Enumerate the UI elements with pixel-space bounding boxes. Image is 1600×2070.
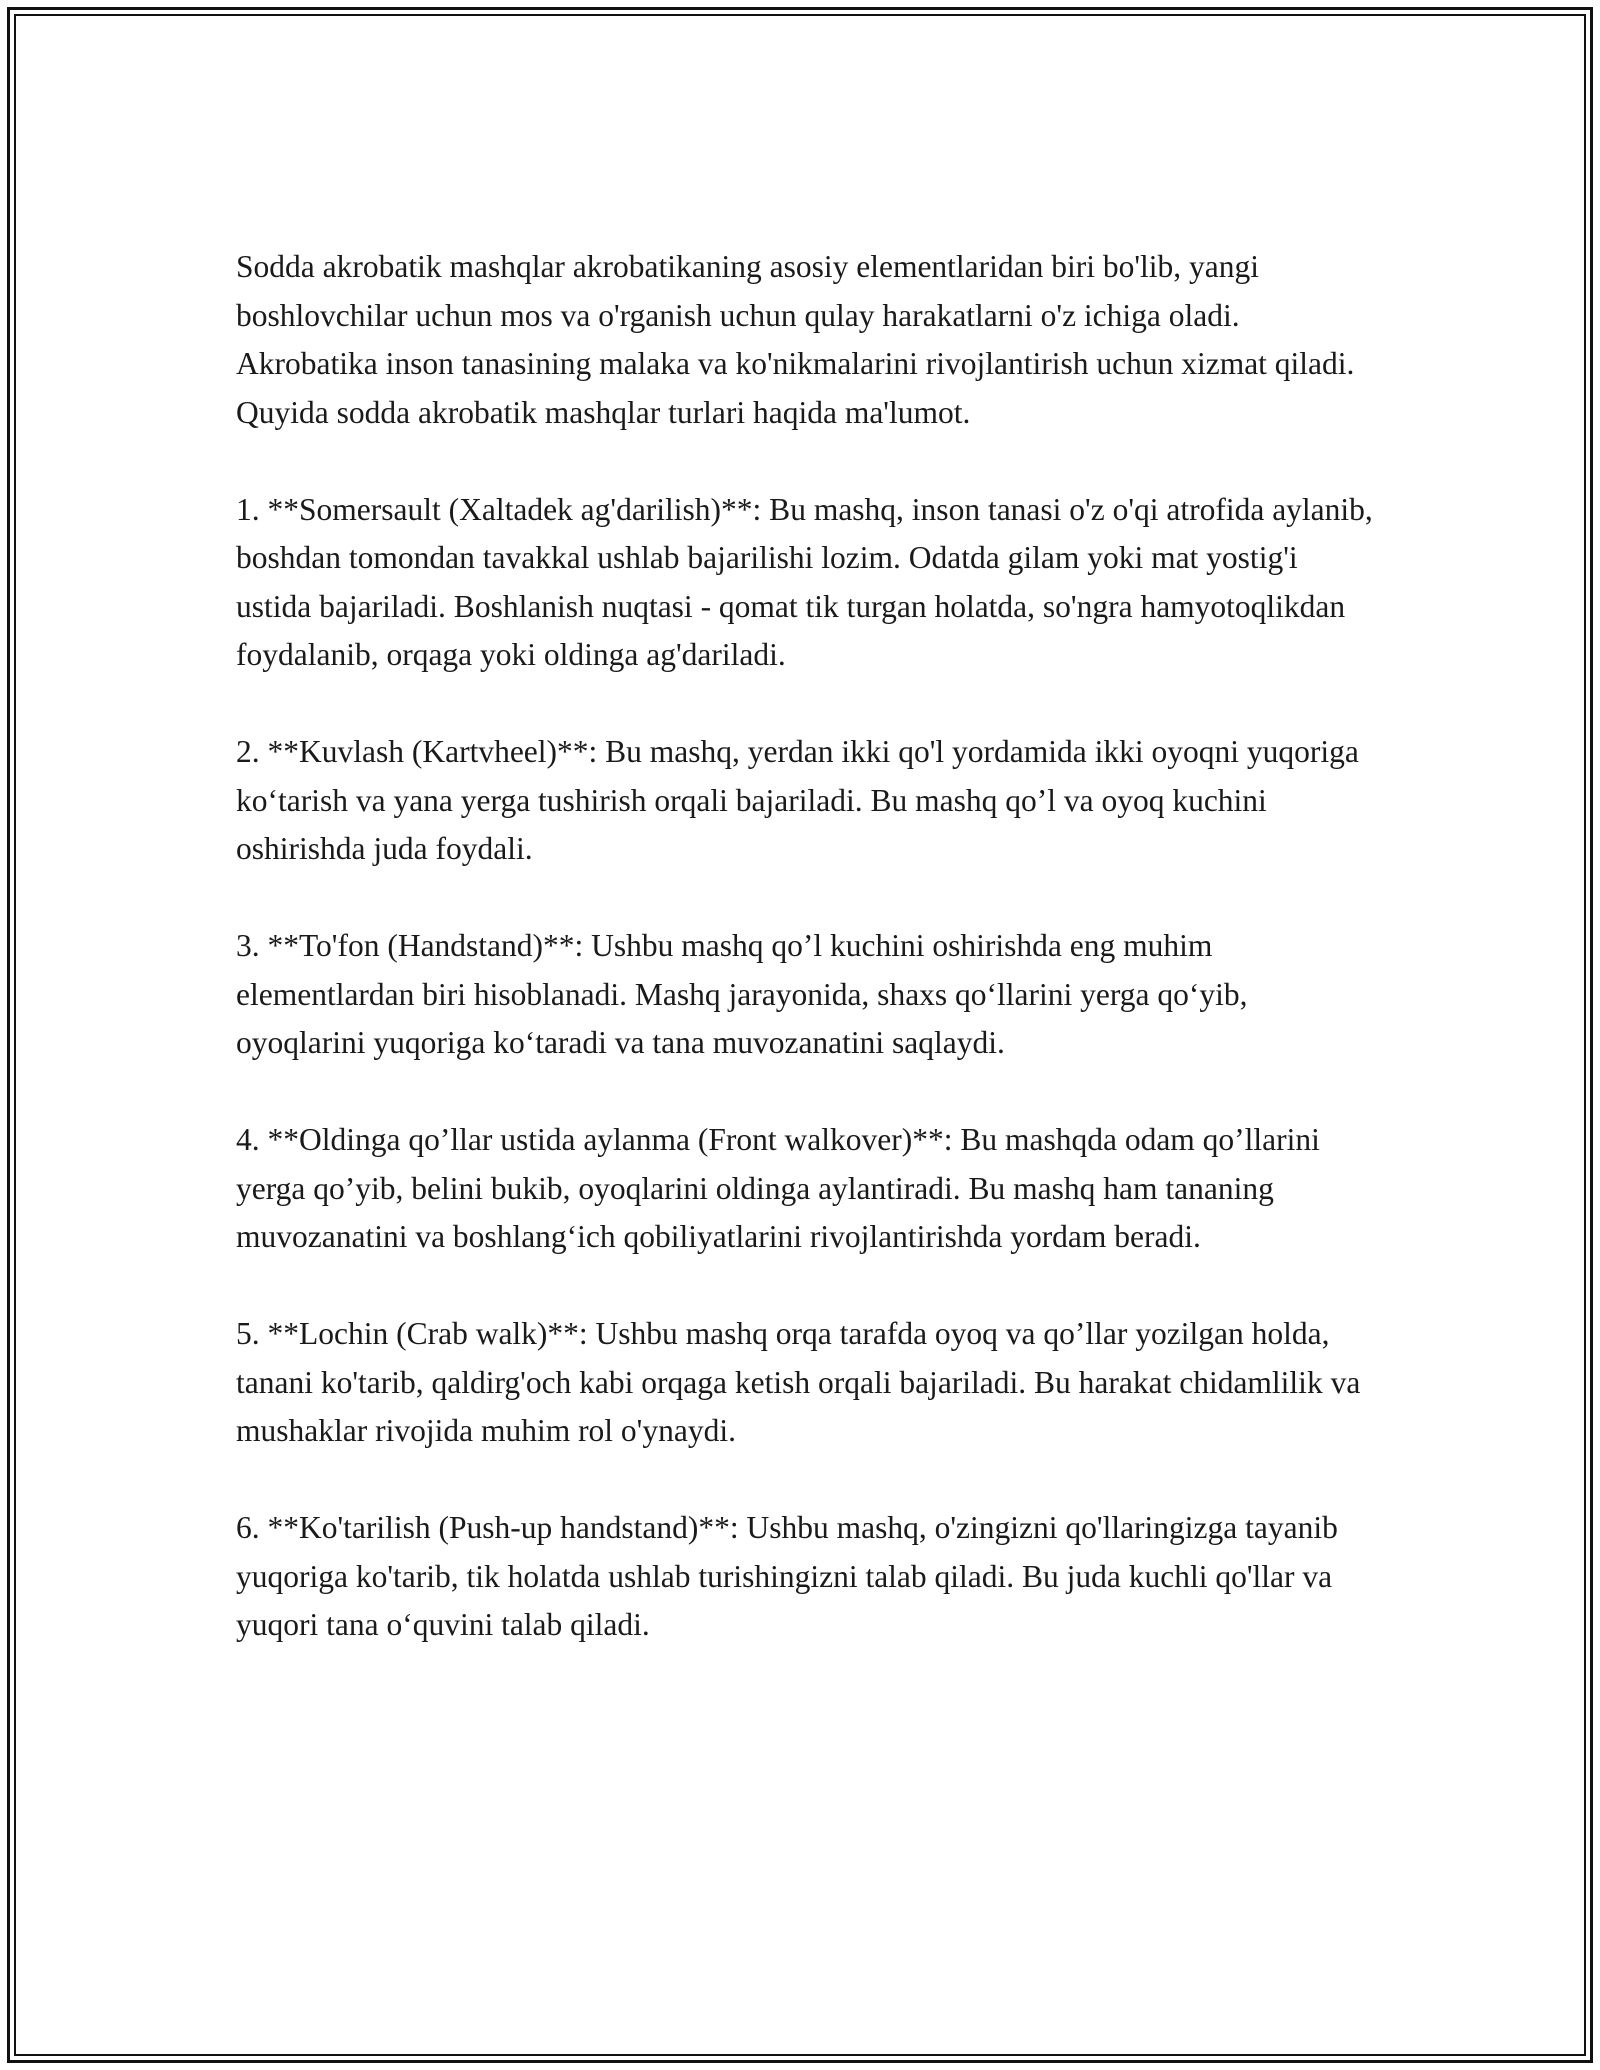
intro-paragraph: Sodda akrobatik mashqlar akrobatikaning asosiy elementlaridan biri bo'lib, yangi boshlovchilar uchun mos va o'rganish uchun qulay harakatlarni o'z ichiga oladi. Akrobatika inson tanasining malaka va ko'nikmalarini rivojlantirish uchun xizmat qiladi. Quyida sodda akrobatik mashqlar turlari haqida ma'lumot. [236, 249, 1355, 430]
exercise-front-walkover-paragraph: 4. **Oldinga qo’llar ustida aylanma (Front walkover)**: Bu mashqda odam qo’llarini yerga qo’yib, belini bukib, oyoqlarini oldinga aylantiradi. Bu mashq ham tananing muvozanatini va boshlang‘ich qobiliyatlarini rivojlantirishda yordam beradi. [236, 1122, 1320, 1254]
document-body [236, 243, 1376, 1650]
exercise-push-up-handstand-paragraph: 6. **Ko'tarilish (Push-up handstand)**: Ushbu mashq, o'zingizni qo'llaringizga tayanib yuqoriga ko'tarib, tik holatda ushlab turishingizni talab qiladi. Bu juda kuchli qo'llar va yuqori tana o‘quvini talab qiladi. [236, 1510, 1338, 1642]
exercise-somersault-paragraph: 1. **Somersault (Xaltadek ag'darilish)**: Bu mashq, inson tanasi o'z o'qi atrofida aylanib, boshdan tomondan tavakkal ushlab bajarilishi lozim. Odatda gilam yoki mat yostig'i ustida bajariladi. Boshlanish nuqtasi - qomat tik turgan holatda, so'ngra hamyotoqlikdan foydalanib, orqaga yoki oldinga ag'dariladi. [236, 491, 1373, 672]
exercise-cartwheel-paragraph: 2. **Kuvlash (Kartvheel)**: Bu mashq, yerdan ikki qo'l yordamida ikki oyoqni yuqoriga ko‘tarish va yana yerga tushirish orqali bajariladi. Bu mashq qo’l va oyoq kuchini oshirishda juda foydali. [236, 734, 1359, 866]
exercise-crab-walk-paragraph: 5. **Lochin (Crab walk)**: Ushbu mashq orqa tarafda oyoq va qo’llar yozilgan holda, tanani ko'tarib, qaldirg'och kabi orqaga ketish orqali bajariladi. Bu harakat chidamlilik va mushaklar rivojida muhim rol o'ynaydi. [236, 1316, 1361, 1448]
exercise-handstand-paragraph: 3. **To'fon (Handstand)**: Ushbu mashq qo’l kuchini oshirishda eng muhim elementlardan biri hisoblanadi. Mashq jarayonida, shaxs qo‘llarini yerga qo‘yib, oyoqlarini yuqoriga ko‘taradi va tana muvozanatini saqlaydi. [236, 928, 1248, 1060]
